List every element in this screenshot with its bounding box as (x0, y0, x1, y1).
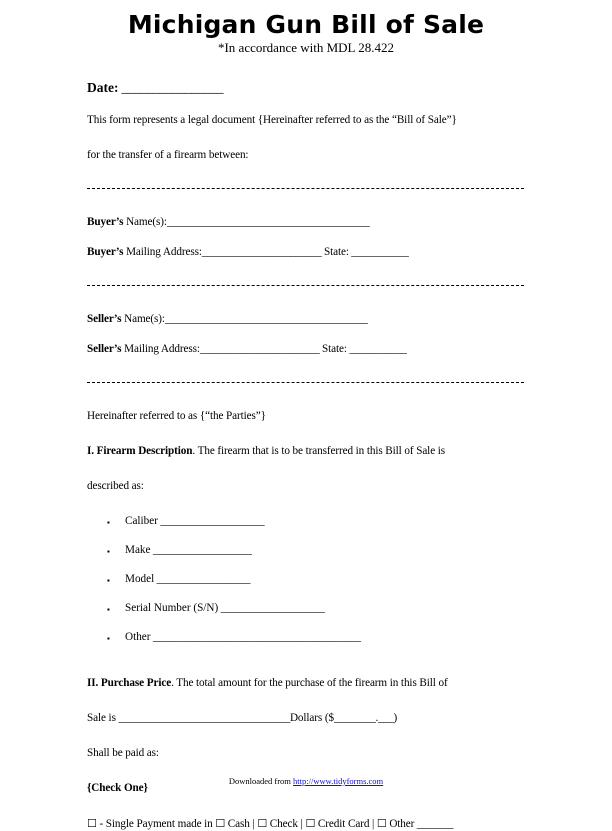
buyer-state-label: State: (321, 246, 349, 258)
date-blank[interactable]: ________________ (118, 80, 224, 95)
spacer (87, 162, 525, 188)
seller-address-row (87, 343, 525, 356)
separator-2: | (297, 818, 306, 830)
check-one-label: {Check One} (87, 782, 148, 794)
intro-line-2: for the transfer of a firearm between: (87, 149, 249, 161)
price-words-input[interactable]: _________________________________ (118, 712, 290, 724)
model-label: Model (125, 573, 155, 585)
spacer (87, 229, 525, 246)
firearm-description-list (87, 515, 525, 644)
buyer-name-row (87, 216, 525, 229)
footer-prefix: Downloaded from (228, 776, 294, 786)
single-payment-checkbox[interactable]: ☐ (87, 817, 97, 830)
square-bullet-icon: ▪ (107, 547, 110, 556)
section-two-heading-row (87, 677, 525, 690)
date-label: Date: (87, 80, 119, 95)
date-row (87, 80, 525, 96)
single-payment-label: - Single Payment made in (96, 818, 216, 830)
seller-state-label: State: (319, 343, 347, 355)
section-one-heading-row (87, 445, 525, 458)
seller-state-input[interactable]: ___________ (346, 343, 407, 355)
spacer (87, 356, 525, 382)
seller-address-label-rest: Mailing Address: (121, 343, 200, 355)
buyer-address-label-rest: Mailing Address: (123, 246, 202, 258)
page-title: Michigan Gun Bill of Sale (127, 10, 485, 39)
spacer (87, 127, 525, 149)
spacer (87, 326, 525, 343)
spacer (87, 287, 525, 313)
model-input[interactable]: __________________ (154, 573, 251, 585)
buyer-address-label: Buyer’s (87, 246, 124, 258)
spacer (87, 795, 525, 817)
tidyforms-link[interactable]: http://www.tidyforms.com (293, 776, 384, 786)
intro-line-1: This form represents a legal document {Hereinafter referred to as the “Bill of Sale”} (87, 114, 457, 126)
payment-method-row (87, 817, 525, 831)
spacer (87, 423, 525, 445)
square-bullet-icon: ▪ (107, 518, 110, 527)
make-label: Make (125, 544, 151, 556)
spacer (87, 725, 525, 747)
credit-card-checkbox[interactable]: ☐ (305, 817, 316, 830)
list-item (87, 515, 525, 528)
other-input[interactable]: ________________________________________ (150, 631, 361, 643)
other-payment-input[interactable]: _______ (414, 818, 454, 830)
seller-address-label: Seller’s (87, 343, 122, 355)
buyer-name-input[interactable]: _______________________________________ (166, 216, 370, 228)
check-label: Check (267, 818, 298, 830)
section-one-heading: I. Firearm Description (87, 445, 193, 457)
parties-line: Hereinafter referred to as {“the Parties”} (87, 410, 266, 422)
seller-name-label: Seller’s (87, 313, 122, 325)
document-body (87, 80, 525, 831)
other-payment-label: Other (386, 818, 415, 830)
seller-name-row (87, 313, 525, 326)
square-bullet-icon: ▪ (107, 605, 110, 614)
other-payment-checkbox[interactable]: ☐ (376, 817, 387, 830)
check-checkbox[interactable]: ☐ (257, 817, 268, 830)
page-subtitle: *In accordance with MDL 28.422 (217, 40, 395, 55)
spacer (87, 259, 525, 285)
list-item (87, 573, 525, 586)
seller-address-input[interactable]: _______________________ (199, 343, 320, 355)
section-one-text: . The firearm that is to be transferred in this Bill of Sale is (192, 445, 446, 457)
section-two-heading: II. Purchase Price (87, 677, 172, 689)
seller-name-label-rest: Name(s): (121, 313, 165, 325)
list-item (87, 602, 525, 615)
seller-name-input[interactable]: _______________________________________ (164, 313, 368, 325)
section-two-text: . The total amount for the purchase of the firearm in this Bill of (171, 677, 448, 689)
buyer-name-label-rest: Name(s): (123, 216, 167, 228)
spacer (87, 660, 525, 677)
square-bullet-icon: ▪ (107, 634, 110, 643)
make-input[interactable]: ___________________ (150, 544, 252, 556)
credit-card-label: Credit Card (315, 818, 370, 830)
cash-checkbox[interactable]: ☐ (215, 817, 226, 830)
separator-3: | (369, 818, 377, 830)
section-one-line-2: described as: (87, 480, 144, 492)
footer (0, 776, 612, 787)
price-amount-input[interactable]: ________.___ (334, 712, 394, 724)
square-bullet-icon: ▪ (107, 576, 110, 585)
spacer (87, 493, 525, 515)
shall-be-paid-line: Shall be paid as: (87, 747, 159, 759)
separator-1: | (249, 818, 258, 830)
serial-number-label: Serial Number (S/N) (125, 602, 219, 614)
cash-label: Cash (225, 818, 250, 830)
spacer (87, 690, 525, 712)
buyer-state-input[interactable]: ___________ (348, 246, 409, 258)
other-label: Other (125, 631, 151, 643)
dollars-label: Dollars ($ (289, 712, 334, 724)
list-item (87, 544, 525, 557)
spacer (87, 190, 525, 216)
caliber-input[interactable]: ____________________ (157, 515, 265, 527)
buyer-name-label: Buyer’s (87, 216, 124, 228)
spacer (87, 458, 525, 480)
list-item (87, 631, 525, 644)
dollars-close-paren: ) (393, 712, 398, 724)
purchase-price-row (87, 712, 525, 725)
spacer (87, 384, 525, 410)
serial-number-input[interactable]: ____________________ (218, 602, 325, 614)
caliber-label: Caliber (125, 515, 158, 527)
buyer-address-row (87, 246, 525, 259)
buyer-address-input[interactable]: _______________________ (201, 246, 322, 258)
sale-is-label: Sale is (87, 712, 119, 724)
